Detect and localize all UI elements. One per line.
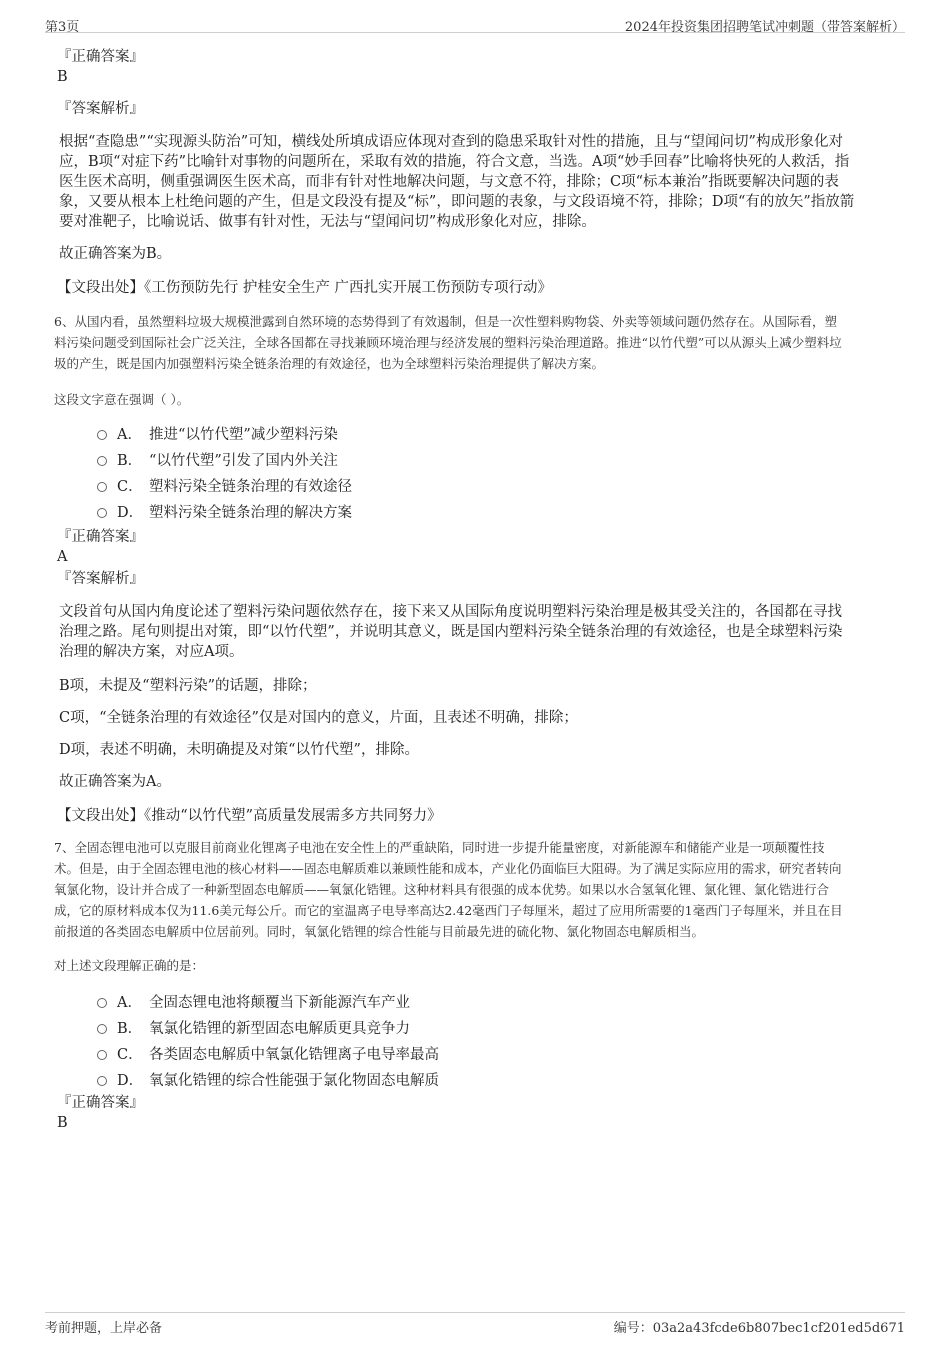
q7-options	[97, 988, 897, 1092]
q7-answer-label: 『正确答案』	[57, 1095, 144, 1111]
page-header	[45, 12, 905, 33]
q6-option-c[interactable]	[97, 472, 897, 498]
q5-analysis-line: 要对准靶子，比喻说话、做事有针对性，无法与“望闻问切”构成形象化对应，排除。	[59, 214, 596, 230]
q5-analysis-line: 应，B项“对症下药”比喻针对事物的问题所在，采取有效的措施，符合文意，当选。A项“妙手回春”比喻将快死的人救活，指	[59, 154, 850, 170]
q6-analysis-line: 文段首句从国内角度论述了塑料污染问题依然存在，接下来又从国际角度说明塑料污染治理是极其受关注的，各国都在寻找	[59, 604, 842, 620]
q7-text-line: 术。但是，由于全固态锂电池的核心材料——固态电解质难以兼顾性能和成本，产业化仍面临巨大阻碍。为了满足实际应用的需求，研究者转向	[54, 861, 842, 876]
document-title: 2024年投资集团招聘笔试冲刺题（带答案解析）	[624, 20, 905, 35]
q7-text-line: 氧氯化物，设计并合成了一种新型固态电解质——氧氯化锆锂。这种材料具有很强的成本优势。如果以水合氢氧化锂、氯化锂、氯化锆进行合	[54, 882, 830, 897]
q6-text-line: 料污染问题受到国际社会广泛关注，全球各国都在寻找兼顾环境治理与经济发展的塑料污染治理道路。推进“以竹代塑”可以从源头上减少塑料垃	[54, 335, 842, 350]
option-text: 塑料污染全链条治理的有效途径	[149, 478, 352, 495]
q6-d-note: D项，表述不明确，未明确提及对策“以竹代塑”，排除。	[59, 742, 419, 758]
q5-analysis-label: 『答案解析』	[57, 101, 144, 117]
q6-b-note: B项，未提及“塑料污染”的话题，排除；	[59, 678, 317, 694]
q6-analysis-line: 治理之路。尾句则提出对策，即“以竹代塑”，并说明其意义，既是国内塑料污染全链条治理的有效途径，也是全球塑料污染	[59, 624, 843, 640]
q5-conclusion: 故正确答案为B。	[59, 246, 172, 262]
option-letter: A．	[117, 994, 142, 1011]
option-letter: D．	[117, 1072, 144, 1089]
q6-analysis	[57, 602, 897, 662]
option-letter: C．	[117, 478, 143, 495]
option-text: 推进“以竹代塑”减少塑料污染	[149, 426, 338, 443]
q7-option-a[interactable]	[97, 988, 897, 1014]
page-footer	[45, 1312, 905, 1335]
q6-text	[54, 311, 897, 374]
q6-option-a[interactable]	[97, 420, 897, 446]
q5-analysis-line: 象，又要从根本上杜绝问题的产生，但是文段没有提及“标”，即问题的表象，与文段语境不符，排除；D项“有的放矢”指放箭	[59, 194, 855, 210]
q7-option-b[interactable]	[97, 1014, 897, 1040]
q6-analysis-label: 『答案解析』	[57, 571, 144, 587]
option-text: 塑料污染全链条治理的解决方案	[149, 504, 352, 521]
q5-analysis-line: 医生医术高明，侧重强调医生医术高，而非有针对性地解决问题，与文意不符，排除；C项“标本兼治”指既要解决问题的表	[59, 174, 839, 190]
option-text: 氧氯化锆锂的综合性能强于氯化物固态电解质	[149, 1072, 439, 1089]
q6-source: 【文段出处】《推动“以竹代塑”高质量发展需多方共同努力》	[57, 808, 442, 824]
q6-conclusion: 故正确答案为A。	[59, 774, 171, 790]
footer-slogan: 考前押题，上岸必备	[45, 1321, 163, 1336]
option-text: 各类固态电解质中氧氯化锆锂离子电导率最高	[149, 1046, 439, 1063]
radio-icon[interactable]	[97, 1076, 107, 1086]
option-letter: D．	[117, 504, 144, 521]
q6-option-d[interactable]	[97, 498, 897, 524]
q6-answer-label: 『正确答案』	[57, 529, 144, 545]
q6-option-b[interactable]	[97, 446, 897, 472]
document-serial: 编号：03a2a43fcde6b807bec1cf201ed5d671	[613, 1321, 905, 1336]
q7-text	[54, 837, 897, 942]
q7-answer: B	[57, 1115, 68, 1131]
q7-prompt: 对上述文段理解正确的是：	[54, 958, 205, 973]
radio-icon[interactable]	[97, 1050, 107, 1060]
option-letter: C．	[117, 1046, 143, 1063]
q6-analysis-line: 治理的解决方案，对应A项。	[59, 644, 244, 660]
option-letter: B．	[117, 1020, 143, 1037]
q6-options	[97, 420, 897, 524]
option-text: “以竹代塑”引发了国内外关注	[149, 452, 338, 469]
radio-icon[interactable]	[97, 1024, 107, 1034]
page-content	[54, 44, 897, 1132]
radio-icon[interactable]	[97, 508, 107, 518]
q5-analysis	[57, 132, 897, 232]
q5-answer: B	[57, 69, 68, 85]
option-text: 氧氯化锆锂的新型固态电解质更具竞争力	[149, 1020, 410, 1037]
radio-icon[interactable]	[97, 998, 107, 1008]
radio-icon[interactable]	[97, 456, 107, 466]
q6-answer: A	[57, 549, 68, 565]
q7-option-c[interactable]	[97, 1040, 897, 1066]
radio-icon[interactable]	[97, 430, 107, 440]
q5-source: 【文段出处】《工伤预防先行 护桂安全生产 广西扎实开展工伤预防专项行动》	[57, 280, 552, 296]
option-letter: A．	[117, 426, 142, 443]
q5-analysis-line: 根据“查隐患”“实现源头防治”可知，横线处所填成语应体现对查到的隐患采取针对性的措施，且与“望闻问切”构成形象化对	[59, 134, 843, 150]
q5-answer-label: 『正确答案』	[57, 49, 144, 65]
option-letter: B．	[117, 452, 143, 469]
q7-text-line: 成，它的原材料成本仅为11.6美元每公斤。而它的室温离子电导率高达2.42毫西门子每厘米，超过了应用所需要的1毫西门子每厘米，并且在目	[54, 903, 843, 918]
q7-text-line: 7、全固态锂电池可以克服目前商业化锂离子电池在安全性上的严重缺陷，同时进一步提升能量密度，对新能源车和储能产业是一项颠覆性技	[54, 840, 825, 855]
page-number: 第3页	[45, 20, 80, 35]
option-text: 全固态锂电池将颠覆当下新能源汽车产业	[149, 994, 410, 1011]
q7-text-line: 前报道的各类固态电解质中位居前列。同时，氧氯化锆锂的综合性能与目前最先进的硫化物、氯化物固态电解质相当。	[54, 924, 705, 939]
q6-c-note: C项，“全链条治理的有效途径”仅是对国内的意义，片面，且表述不明确，排除；	[59, 710, 578, 726]
q6-text-line: 圾的产生，既是国内加强塑料污染全链条治理的有效途径，也为全球塑料污染治理提供了解决方案。	[54, 356, 605, 371]
q7-option-d[interactable]	[97, 1066, 897, 1092]
q6-prompt: 这段文字意在强调（ ）。	[54, 392, 190, 407]
q6-text-line: 6、从国内看，虽然塑料垃圾大规模泄露到自然环境的态势得到了有效遏制，但是一次性塑料购物袋、外卖等领域问题仍然存在。从国际看，塑	[54, 314, 837, 329]
radio-icon[interactable]	[97, 482, 107, 492]
